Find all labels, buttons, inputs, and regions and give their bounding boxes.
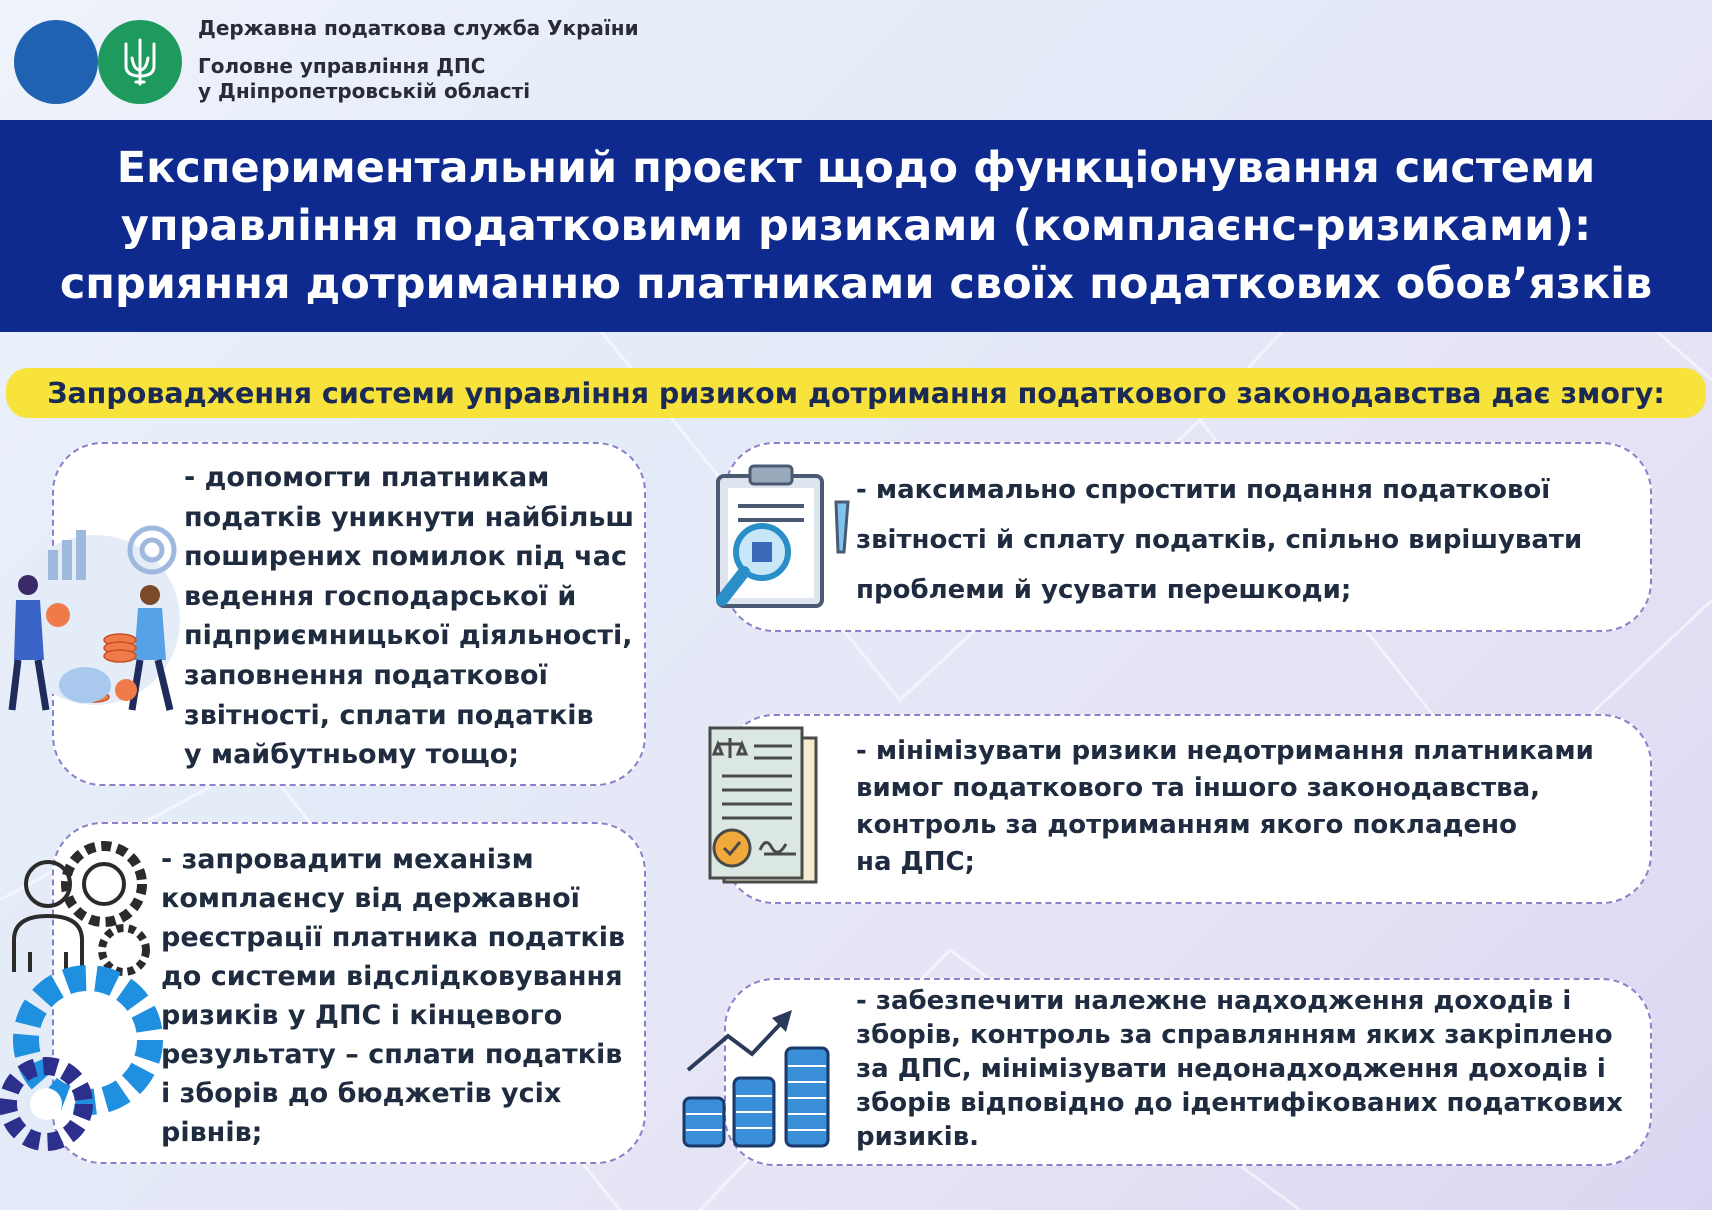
text-line: зборів, контроль за справлянням яких закріплено [856, 1020, 1613, 1050]
coins-growth-icon [680, 1000, 850, 1150]
clipboard-magnifier-icon [708, 462, 858, 622]
text-line: поширених помилок під час [184, 541, 627, 573]
subtitle-banner [6, 368, 1706, 418]
text-line: за ДПС, мінімізувати недонадходження доходів і [856, 1054, 1606, 1084]
text-line: у майбутньому тощо; [184, 739, 520, 771]
text-line: на ДПС; [856, 847, 975, 877]
text-line: комплаєнсу від державної [161, 883, 580, 914]
org-region: у Дніпропетровській області [198, 79, 531, 103]
text-line: і зборів до бюджетів усіх [161, 1078, 562, 1109]
text-line: - мінімізувати ризики недотримання платниками [856, 736, 1594, 766]
text-line: рівнів; [161, 1117, 263, 1148]
text-line: контроль за дотриманням якого покладено [856, 810, 1517, 840]
card-ensure-revenue-text [856, 984, 1623, 1154]
text-line: заповнення податкової [184, 659, 548, 691]
text-line: ризиків у ДПС і кінцевого [161, 1000, 563, 1031]
title-line-2: управління податковими ризиками (комплаєнс-ризиками): [120, 201, 1592, 251]
subtitle-text: Запровадження системи управління ризиком дотримання податкового законодавства дає змогу: [47, 376, 1665, 410]
text-line: ризиків. [856, 1122, 980, 1152]
text-line: - запровадити механізм [161, 844, 534, 875]
title-line-3: сприяння дотриманню платниками своїх податкових обов’язків [59, 259, 1653, 309]
trident-icon [98, 20, 182, 104]
legal-document-icon [700, 724, 830, 894]
text-line: податків уникнути найбільш [184, 501, 635, 533]
text-line: результату – сплати податків [161, 1039, 623, 1070]
card-help-avoid-errors-text [184, 458, 634, 775]
dps-logo-circle [14, 20, 98, 104]
org-department: Головне управління ДПС [198, 54, 486, 78]
header [0, 0, 1712, 120]
person-gears-icon [0, 832, 170, 1152]
card-simplify-reporting-text [856, 465, 1582, 615]
text-line: - допомогти платникам [184, 462, 550, 493]
text-line: до системи відслідковування [161, 961, 623, 992]
text-line: зборів відповідно до ідентифікованих податкових [856, 1088, 1623, 1118]
text-line: проблеми й усувати перешкоди; [856, 575, 1352, 605]
text-line: підприємницької діяльності, [184, 620, 633, 652]
text-line: - максимально спростити подання податкової [856, 475, 1551, 505]
text-line: звітності й сплату податків, спільно вирішувати [856, 525, 1583, 555]
title-banner [0, 120, 1712, 332]
card-compliance-mechanism-text [161, 840, 625, 1152]
text-line: реєстрації платника податків [161, 922, 626, 953]
text-line: вимог податкового та іншого законодавства, [856, 773, 1541, 803]
people-finance-icon [0, 520, 190, 720]
text-line: ведення господарської й [184, 580, 577, 612]
org-name: Державна податкова служба України [198, 16, 639, 40]
text-line: - забезпечити належне надходження доходів і [856, 986, 1572, 1016]
card-minimize-risks-text [856, 733, 1594, 881]
text-line: звітності, сплати податків [184, 699, 594, 731]
title-line-1: Експериментальний проєкт щодо функціонування системи [116, 143, 1596, 193]
